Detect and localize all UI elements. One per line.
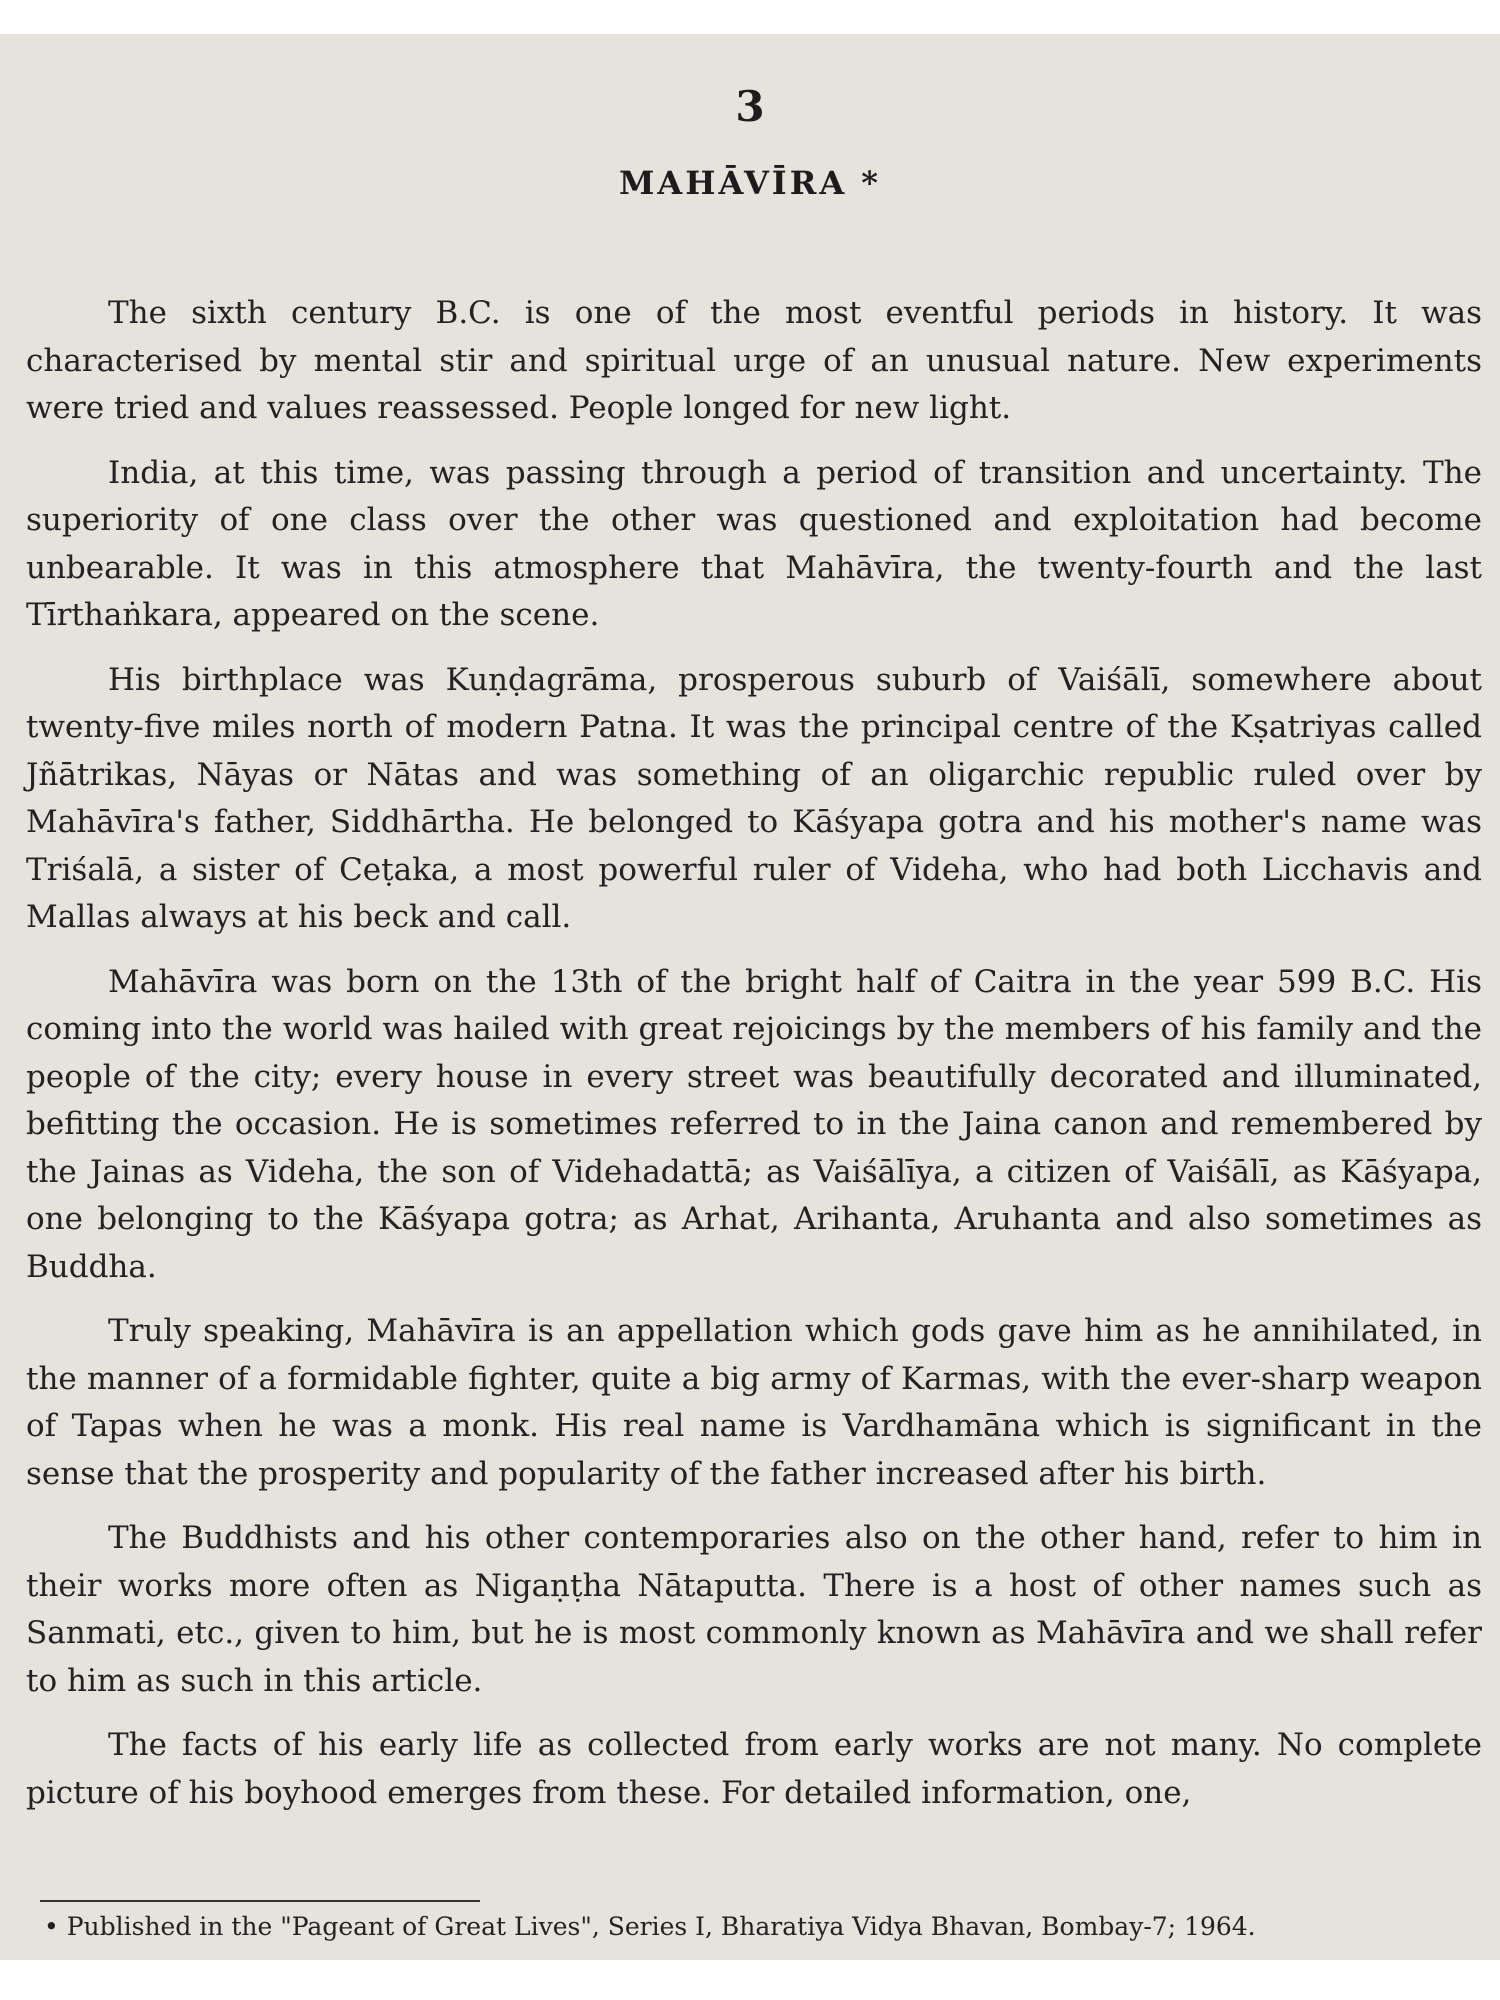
paragraph: Truly speaking, Mahāvīra is an appellation which gods gave him as he annihilated, in the manner of a formidable fighter, quite a big army of Karmas, with the ever-sharp weapon of Tapas when he was a monk. His real name is Vardhamāna which is significant in the sense that the prosperity and popularity of the father increased after his birth.	[26, 1313, 1482, 1492]
paragraph: The facts of his early life as collected from early works are not many. No complete picture of his boyhood emerges from these. For detailed information, one,	[26, 1727, 1482, 1811]
chapter-number: 3	[735, 82, 765, 131]
paragraph: The Buddhists and his other contemporaries also on the other hand, refer to him in their works more often as Nigaṇṭha Nātaputta. There is a host of other names such as Sanmati, etc., given to him, but he is most commonly known as Mahāvīra and we shall refer to him as such in this article.	[26, 1520, 1482, 1699]
body-text	[26, 290, 1482, 1834]
footnote-divider	[40, 1900, 480, 1902]
paragraph: India, at this time, was passing through a period of transition and uncertainty. The superiority of one class over the other was questioned and exploitation had become unbearable. It was in this atmosphere that Mahāvīra, the twenty-fourth and the last Tīrthaṅkara, appeared on the scene.	[26, 454, 1482, 633]
book-page	[0, 34, 1500, 1960]
footnote: • Published in the "Pageant of Great Lives", Series I, Bharatiya Vidya Bhavan, Bombay-7; 1964.	[44, 1912, 1256, 1941]
paragraph: Mahāvīra was born on the 13th of the bright half of Caitra in the year 599 B.C. His coming into the world was hailed with great rejoicings by the members of his family and the people of the city; every house in every street was beautifully decorated and illuminated, befitting the occasion. He is sometimes referred to in the Jaina canon and remembered by the Jainas as Videha, the son of Videhadattā; as Vaiśālīya, a citizen of Vaiśālī, as Kāśyapa, one belonging to the Kāśyapa gotra; as Arhat, Arihanta, Aruhanta and also sometimes as Buddha.	[26, 963, 1482, 1285]
paragraph: His birthplace was Kuṇḍagrāma, prosperous suburb of Vaiśālī, somewhere about twenty-five miles north of modern Patna. It was the principal centre of the Kṣatriyas called Jñātrikas, Nāyas or Nātas and was something of an oligarchic republic ruled over by Mahāvīra's father, Siddhārtha. He belonged to Kāśyapa gotra and his mother's name was Triśalā, a sister of Ceṭaka, a most powerful ruler of Videha, who had both Licchavis and Mallas always at his beck and call.	[26, 661, 1482, 935]
paragraph: The sixth century B.C. is one of the most eventful periods in history. It was characterised by mental stir and spiritual urge of an unusual nature. New experiments were tried and values reassessed. People longed for new light.	[26, 295, 1482, 426]
chapter-title: MAHĀVĪRA *	[618, 164, 882, 202]
